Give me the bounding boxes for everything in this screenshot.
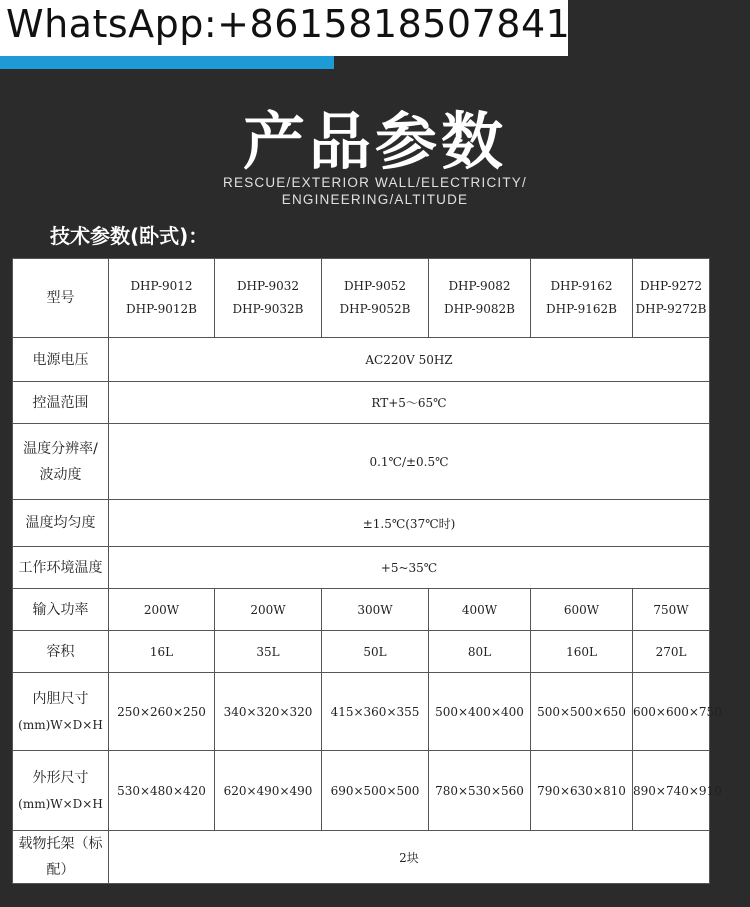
inner-size-value: 340×320×320: [215, 673, 322, 751]
model-name: DHP-9032: [236, 279, 300, 293]
model-name-b: DHP-9162B: [546, 302, 617, 316]
resolution-label-line-1: 温度分辨率/: [23, 440, 98, 457]
subtitle-line-1: RESCUE/EXTERIOR WALL/ELECTRICITY/: [223, 175, 527, 190]
table-row-voltage: [13, 338, 710, 382]
volume-value: 270L: [633, 631, 710, 673]
outer-size-value: 690×500×500: [322, 751, 429, 831]
model-name: DHP-9012: [130, 279, 193, 293]
table-row-ambient: [13, 547, 710, 589]
power-value: 750W: [633, 589, 710, 631]
inner-size-value: 250×260×250: [109, 673, 215, 751]
model-cell: [429, 259, 531, 338]
model-name-b: DHP-9272B: [635, 302, 707, 316]
power-value: 200W: [109, 589, 215, 631]
row-label-resolution: [13, 424, 109, 500]
table-row-volume: [13, 631, 710, 673]
power-value: 200W: [215, 589, 322, 631]
model-cell: [215, 259, 322, 338]
ambient-value: +5~35℃: [109, 547, 710, 589]
outer-size-value: 620×490×490: [215, 751, 322, 831]
model-name-b: DHP-9012B: [126, 302, 197, 316]
whatsapp-contact: WhatsApp:+8615818507841: [6, 2, 571, 46]
model-name-b: DHP-9052B: [339, 302, 411, 316]
volume-value: 80L: [429, 631, 531, 673]
table-row-power: [13, 589, 710, 631]
table-row-resolution: [13, 424, 710, 500]
resolution-label-line-2: 波动度: [39, 466, 82, 483]
spec-table: [12, 258, 722, 884]
model-cell: [322, 259, 429, 338]
outer-size-label-line-1: 外形尺寸: [32, 769, 89, 786]
power-value: 400W: [429, 589, 531, 631]
temp-range-value: RT+5～65℃: [109, 382, 710, 424]
row-label-ambient: 工作环境温度: [13, 547, 109, 589]
outer-size-label-line-2: (mm)W×D×H: [18, 796, 103, 811]
outer-size-value: 780×530×560: [429, 751, 531, 831]
model-name: DHP-9162: [550, 279, 613, 293]
row-label-voltage: 电源电压: [13, 338, 109, 382]
table-row-outer-size: [13, 751, 710, 831]
inner-size-label-line-1: 内胆尺寸: [32, 690, 89, 707]
volume-value: 16L: [109, 631, 215, 673]
model-name: DHP-9272: [639, 279, 703, 293]
outer-size-value: 790×630×810: [531, 751, 633, 831]
inner-size-value: 600×600×750: [633, 673, 710, 751]
model-cell: [633, 259, 710, 338]
section-heading: 技术参数(卧式)：: [50, 224, 209, 248]
resolution-value: 0.1℃/±0.5℃: [109, 424, 710, 500]
trays-value: 2块: [109, 831, 710, 884]
outer-size-value: 530×480×420: [109, 751, 215, 831]
table-row-inner-size: [13, 673, 710, 751]
power-value: 600W: [531, 589, 633, 631]
table-row-temp-range: [13, 382, 710, 424]
row-label-uniformity: 温度均匀度: [13, 500, 109, 547]
volume-value: 35L: [215, 631, 322, 673]
row-label-outer-size: [13, 751, 109, 831]
inner-size-value: 415×360×355: [322, 673, 429, 751]
volume-value: 160L: [531, 631, 633, 673]
page-subtitle: [200, 174, 550, 208]
volume-value: 50L: [322, 631, 429, 673]
model-name: DHP-9082: [448, 279, 511, 293]
power-value: 300W: [322, 589, 429, 631]
whatsapp-banner: [0, 0, 571, 56]
row-label-volume: 容积: [13, 631, 109, 673]
page-title: 产品参数: [242, 105, 507, 178]
row-label-trays: 载物托架（标配）: [13, 831, 109, 884]
row-label-model: 型号: [13, 259, 109, 338]
voltage-value: AC220V 50HZ: [109, 338, 710, 382]
table-row-model: [13, 259, 710, 338]
subtitle-line-2: ENGINEERING/ALTITUDE: [281, 192, 469, 207]
inner-size-label-line-2: (mm)W×D×H: [18, 717, 103, 732]
accent-bar: [0, 56, 334, 69]
row-label-temp-range: 控温范围: [13, 382, 109, 424]
model-cell: [109, 259, 215, 338]
model-name: DHP-9052: [343, 279, 407, 293]
outer-size-value: 890×740×910: [633, 751, 710, 831]
model-name-b: DHP-9082B: [444, 302, 515, 316]
row-label-inner-size: [13, 673, 109, 751]
row-label-power: 输入功率: [13, 589, 109, 631]
model-name-b: DHP-9032B: [232, 302, 304, 316]
table-row-trays: [13, 831, 710, 884]
uniformity-value: ±1.5℃(37℃时): [109, 500, 710, 547]
model-cell: [531, 259, 633, 338]
inner-size-value: 500×400×400: [429, 673, 531, 751]
inner-size-value: 500×500×650: [531, 673, 633, 751]
table-row-uniformity: [13, 500, 710, 547]
